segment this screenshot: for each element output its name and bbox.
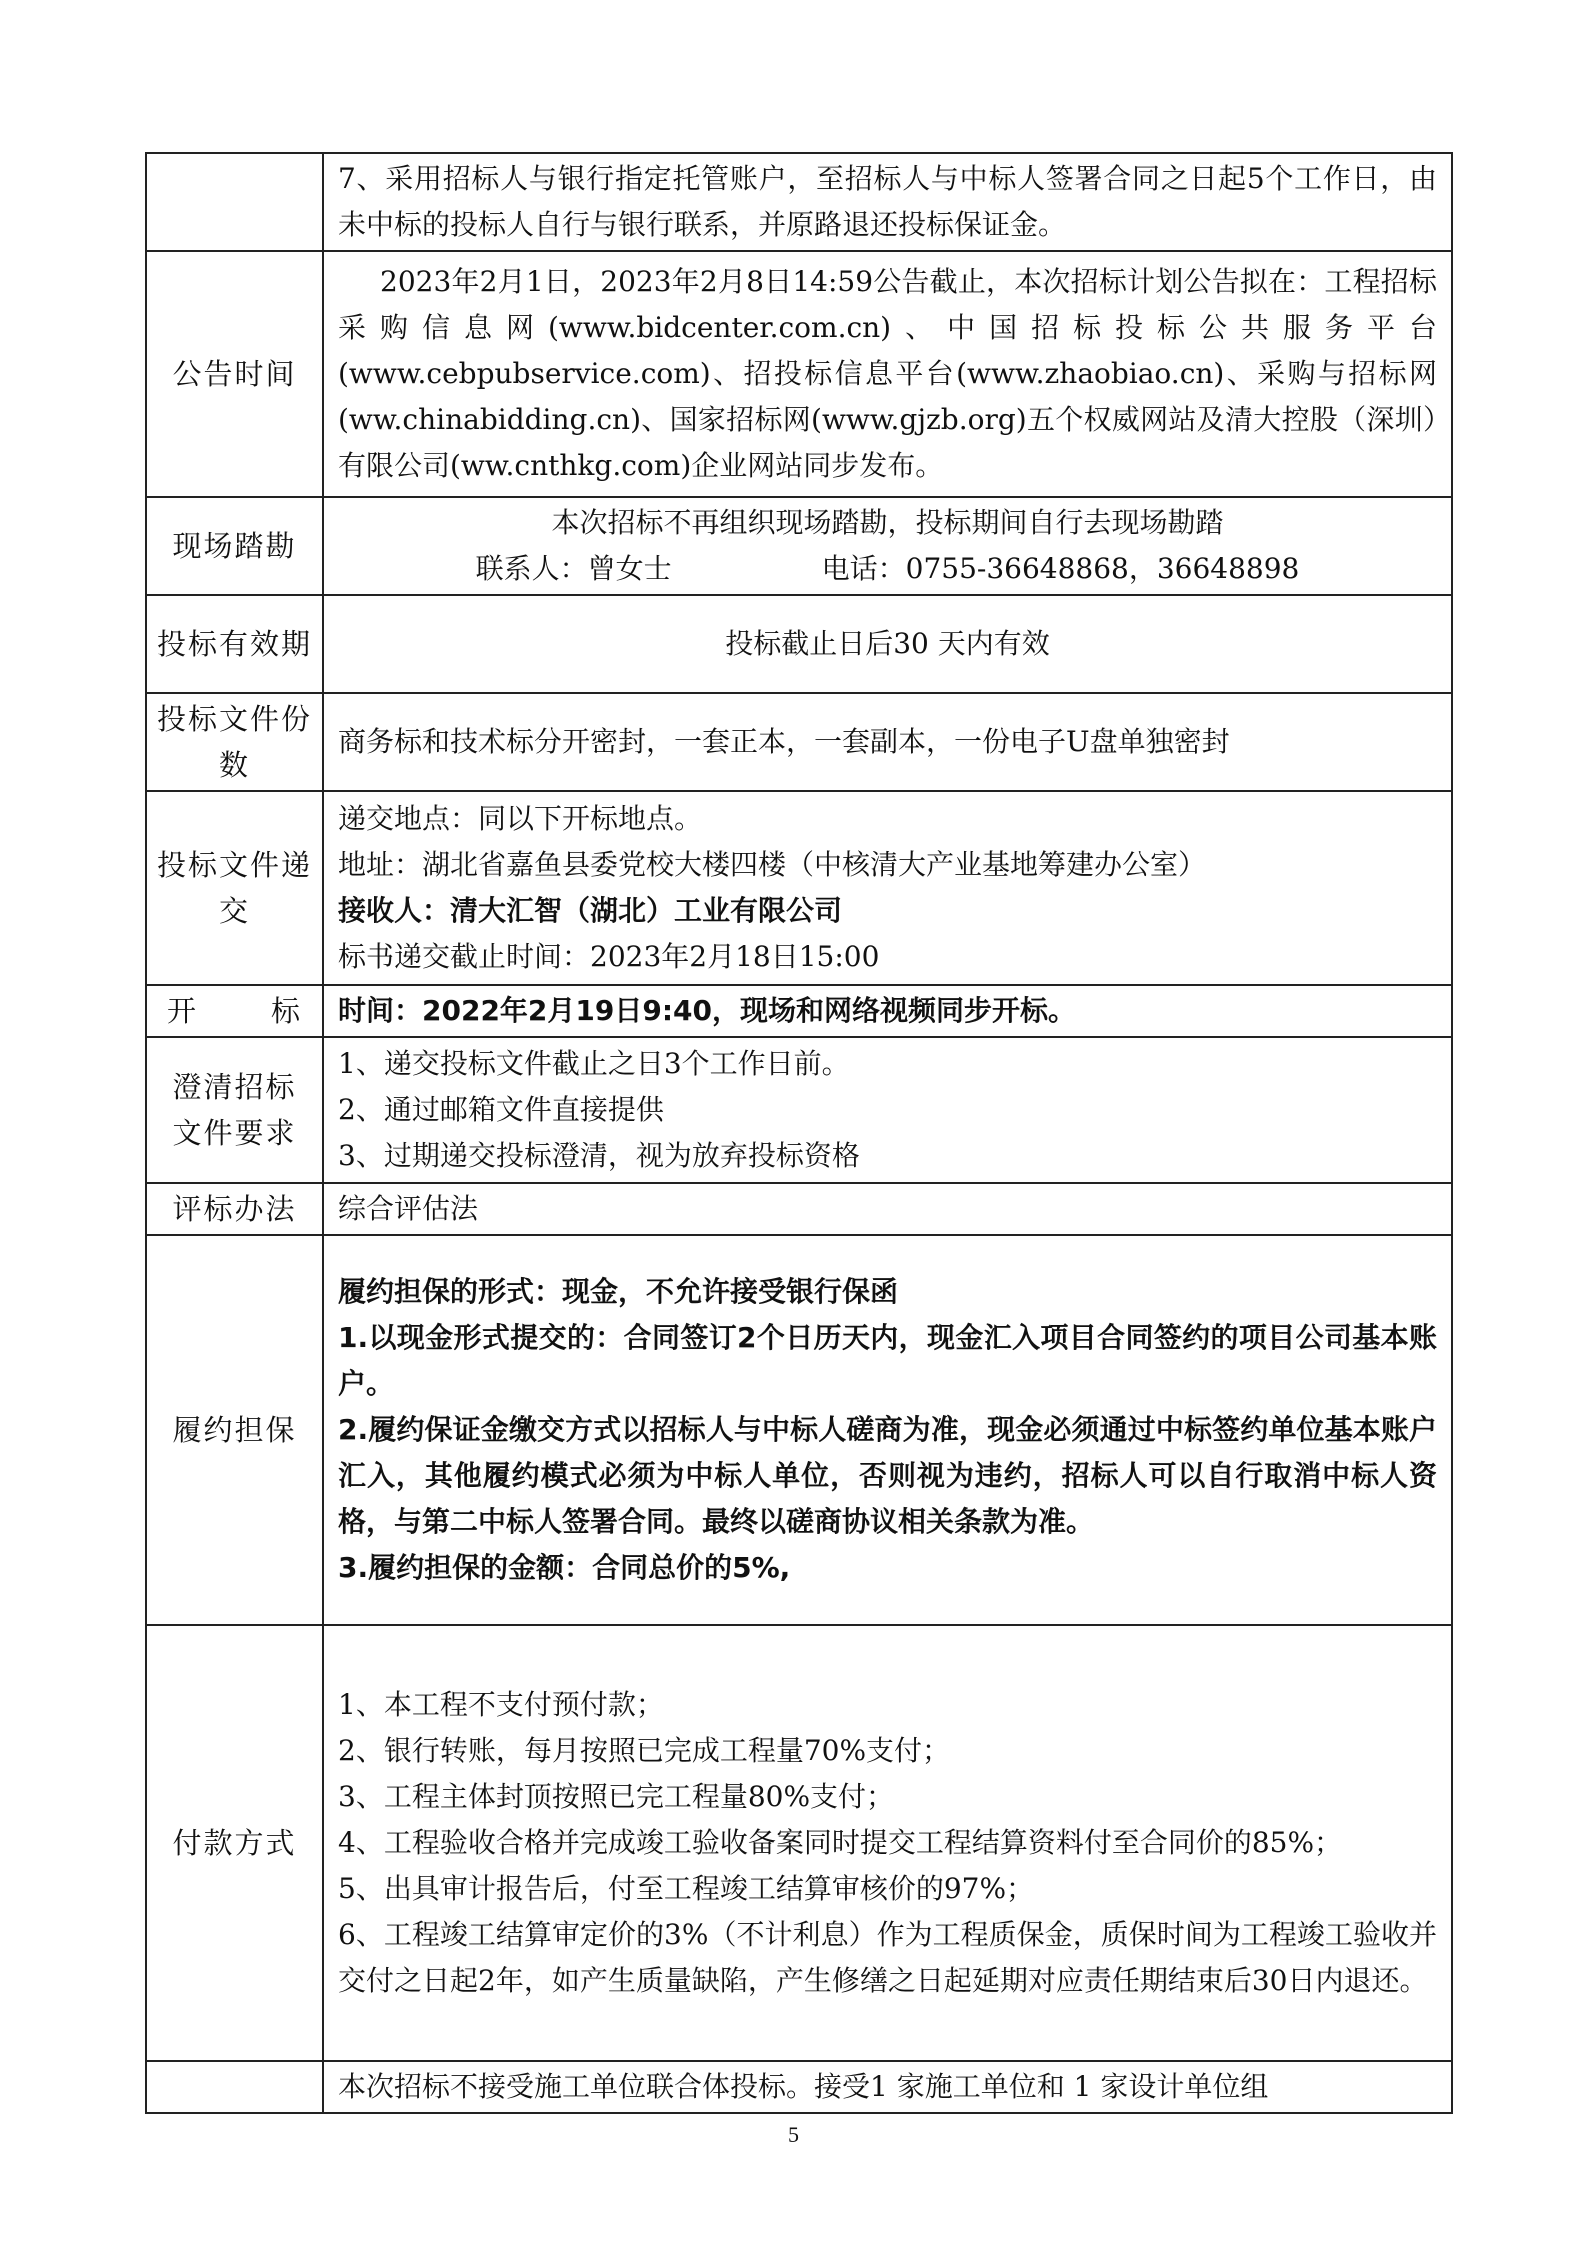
row-value xyxy=(323,153,1452,251)
row-value: 本次招标不接受施工单位联合体投标。接受1 家施工单位和 1 家设计单位组 xyxy=(323,2061,1452,2113)
text-line: 3、工程主体封顶按照已完工程量80%支付； xyxy=(338,1780,895,1813)
site-visit-note: 本次招标不再组织现场踏勘，投标期间自行去现场勘踏 xyxy=(551,506,1224,539)
table-row xyxy=(146,791,1452,985)
table-row xyxy=(146,595,1452,693)
row-label: 投标有效期 xyxy=(146,595,323,693)
text-line: 3.履约担保的金额：合同总价的5%, xyxy=(338,1551,791,1584)
text-line: 2、银行转账，每月按照已完成工程量70%支付； xyxy=(338,1734,951,1767)
row-value: 时间：2022年2月19日9:40，现场和网络视频同步开标。 xyxy=(323,985,1452,1037)
row-label: 公告时间 xyxy=(146,251,323,497)
row-value: 综合评估法 xyxy=(323,1183,1452,1235)
announcement-text: 2023年2月1日，2023年2月8日14:59公告截止，本次招标计划公告拟在：工程招标采购信息网(www.bidcenter.com.cn)、中国招标投标公共服务平台(www.cebpubservice.com)、招投标信息平台(www.zhaobiao.cn)、采购与招标网(ww.chinabidding.cn)、国家招标网(www.gjzb.org)五个权威网站及清大控股（深圳）有限公司(ww.cnthkg.com)企业网站同步发布。 xyxy=(338,265,1437,482)
text-line: 3、过期递交投标澄清，视为放弃投标资格 xyxy=(338,1139,860,1172)
table-row xyxy=(146,497,1452,595)
text-line: 2.履约保证金缴交方式以招标人与中标人磋商为准，现金必须通过中标签约单位基本账户汇入，其他履约模式必须为中标人单位，否则视为违约，招标人可以自行取消中标人资格，与第二中标人签署合同。最终以磋商协议相关条款为准。 xyxy=(338,1413,1437,1538)
text-line: 4、工程验收合格并完成竣工验收备案同时提交工程结算资料付至合同价的85%； xyxy=(338,1826,1343,1859)
row-label xyxy=(146,153,323,251)
text-line: 1、本工程不支付预付款； xyxy=(338,1688,664,1721)
row-label xyxy=(146,2061,323,2113)
table-row xyxy=(146,985,1452,1037)
bidding-info-table xyxy=(145,152,1453,2114)
row-label: 付款方式 xyxy=(146,1625,323,2061)
row-value xyxy=(323,251,1452,497)
text-line: 地址：湖北省嘉鱼县委党校大楼四楼（中核清大产业基地筹建办公室） xyxy=(338,848,1207,881)
text-line: 7、采用招标人与银行指定托管账户，至招标人与中标人签署合同之日起5个工作日，由未中标的投标人自行与银行联系，并原路退还投标保证金。 xyxy=(338,162,1437,241)
row-label: 投标文件递交 xyxy=(146,791,323,985)
table-row xyxy=(146,693,1452,791)
text-line: 6、工程竣工结算审定价的3%（不计利息）作为工程质保金，质保时间为工程竣工验收并交付之日起2年，如产生质量缺陷，产生修缮之日起延期对应责任期结束后30日内退还。 xyxy=(338,1918,1437,1997)
contact-person: 联系人：曾女士 xyxy=(475,552,672,585)
table-row xyxy=(146,1037,1452,1183)
row-value xyxy=(323,1235,1452,1625)
row-label: 澄清招标文件要求 xyxy=(146,1037,323,1183)
row-label: 现场踏勘 xyxy=(146,497,323,595)
text-line: 2、通过邮箱文件直接提供 xyxy=(338,1093,664,1126)
table-row xyxy=(146,2061,1452,2113)
table-row xyxy=(146,251,1452,497)
text-line: 1、递交投标文件截止之日3个工作日前。 xyxy=(338,1047,850,1080)
table-row xyxy=(146,1625,1452,2061)
recipient-line: 接收人：清大汇智（湖北）工业有限公司 xyxy=(338,894,843,927)
row-value xyxy=(323,791,1452,985)
row-label: 开 标 xyxy=(146,985,323,1037)
table-row xyxy=(146,1235,1452,1625)
deadline-line: 标书递交截止时间：2023年2月18日15:00 xyxy=(338,940,880,973)
text-line: 5、出具审计报告后，付至工程竣工结算审核价的97%； xyxy=(338,1872,1035,1905)
table-row xyxy=(146,1183,1452,1235)
contact-phone: 电话：0755-36648868，36648898 xyxy=(821,552,1300,585)
row-label: 履约担保 xyxy=(146,1235,323,1625)
text-line: 递交地点：同以下开标地点。 xyxy=(338,802,703,835)
table-row xyxy=(146,153,1452,251)
row-value xyxy=(323,1625,1452,2061)
row-value xyxy=(323,1037,1452,1183)
text-line: 1.以现金形式提交的：合同签订2个日历天内，现金汇入项目合同签约的项目公司基本账户。 xyxy=(338,1321,1437,1400)
page-number: 5 xyxy=(788,2122,799,2147)
row-label: 评标办法 xyxy=(146,1183,323,1235)
row-value: 投标截止日后30 天内有效 xyxy=(323,595,1452,693)
row-value xyxy=(323,497,1452,595)
row-value: 商务标和技术标分开密封，一套正本，一套副本，一份电子U盘单独密封 xyxy=(323,693,1452,791)
row-label: 投标文件份数 xyxy=(146,693,323,791)
text-line: 履约担保的形式：现金，不允许接受银行保函 xyxy=(338,1275,899,1308)
